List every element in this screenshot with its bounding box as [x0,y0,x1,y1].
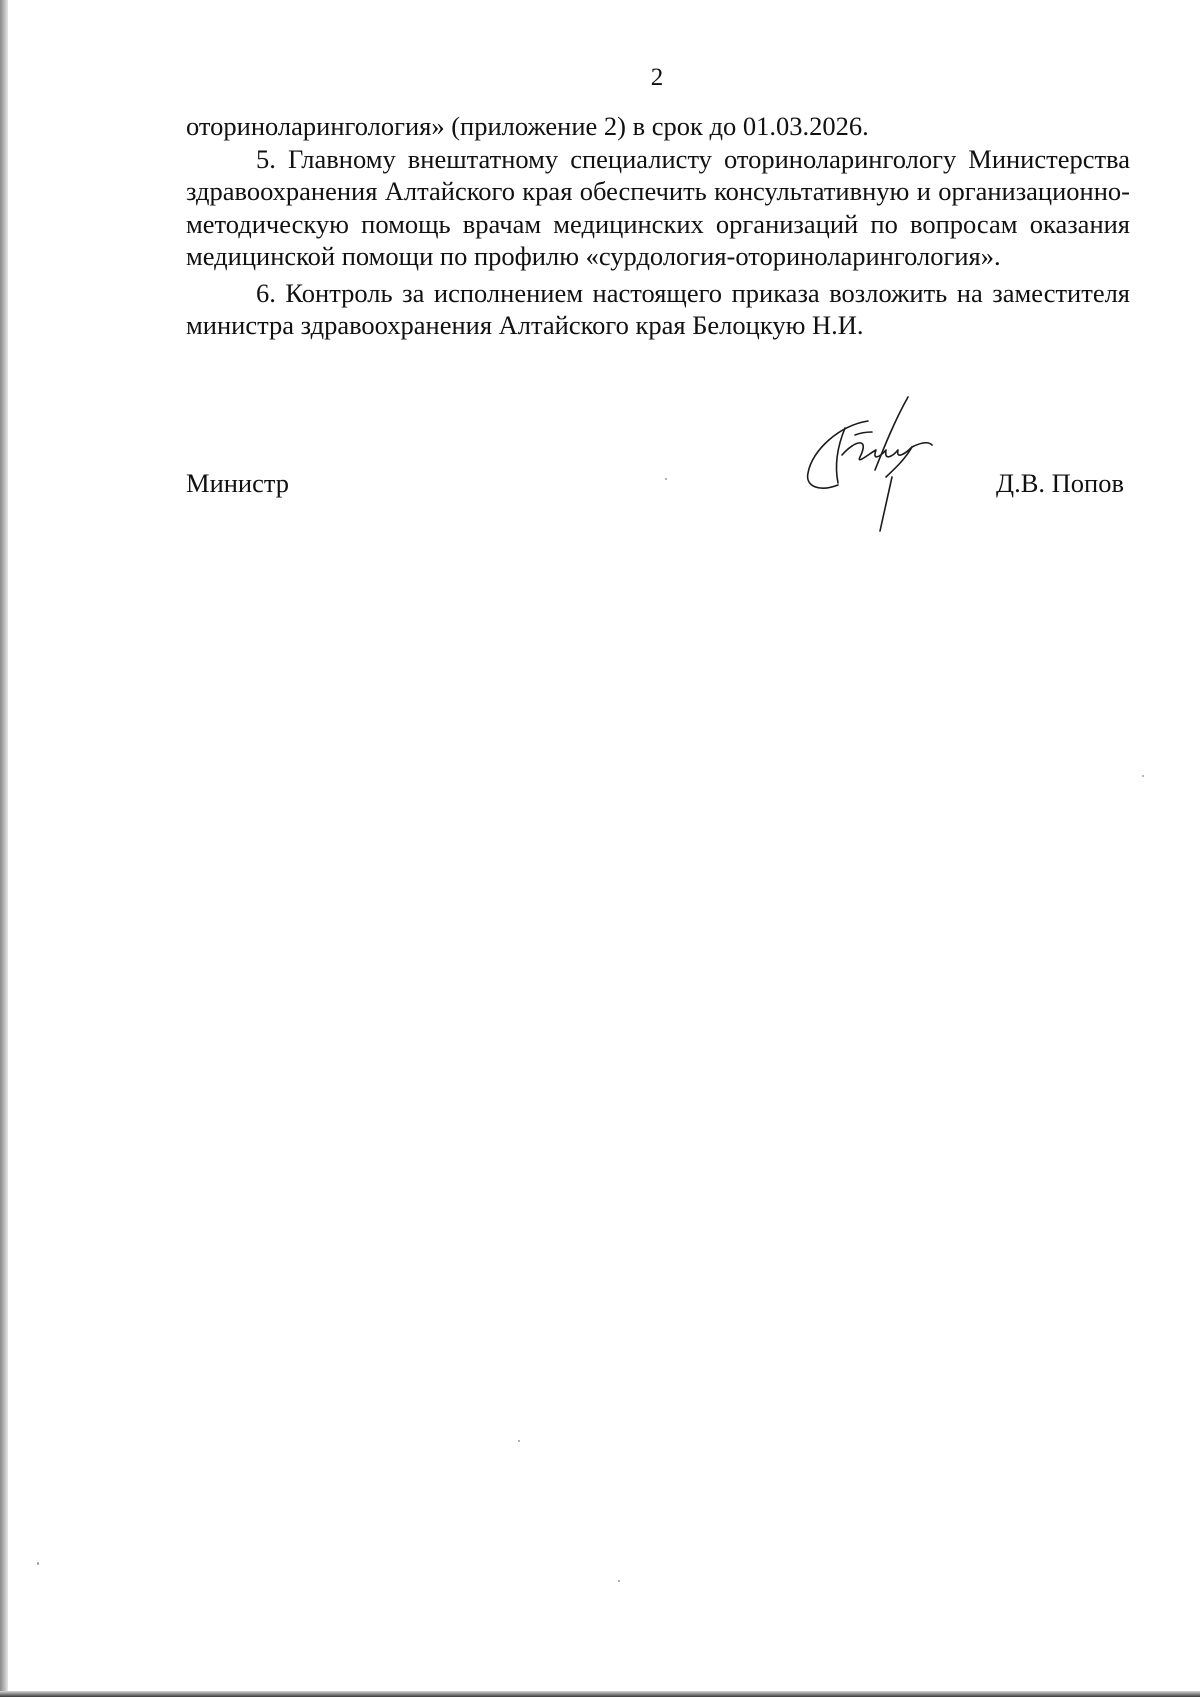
scan-speck [618,1580,620,1582]
scan-edge-left [0,0,8,1697]
scan-edge-bottom [0,1691,1200,1697]
paragraph-item-5: 5. Главному внештатному специалисту оториноларингологу Министерства здравоохранения Алтайского края обеспечить консультативную и организационно-методическую помощь врачам медицинских организаций по вопросам оказания медицинской помощи по профилю «сурдология-оториноларингология». [186,143,1130,271]
handwritten-signature [800,395,950,535]
document-body [186,110,1130,342]
signer-name: Д.В. Попов [996,468,1124,498]
page-number: 2 [650,64,664,91]
scan-speck [518,1440,520,1442]
scan-speck [37,1562,39,1565]
signature-block [186,468,1124,508]
paragraph-item-6: 6. Контроль за исполнением настоящего приказа возложить на заместителя министра здравоохранения Алтайского края Белоцкую Н.И. [186,277,1130,340]
signer-title: Министр [186,468,290,498]
scan-speck [1142,775,1144,777]
paragraph-continuation: оториноларингология» (приложение 2) в срок до 01.03.2026. [186,111,869,141]
scan-speck [665,478,667,480]
